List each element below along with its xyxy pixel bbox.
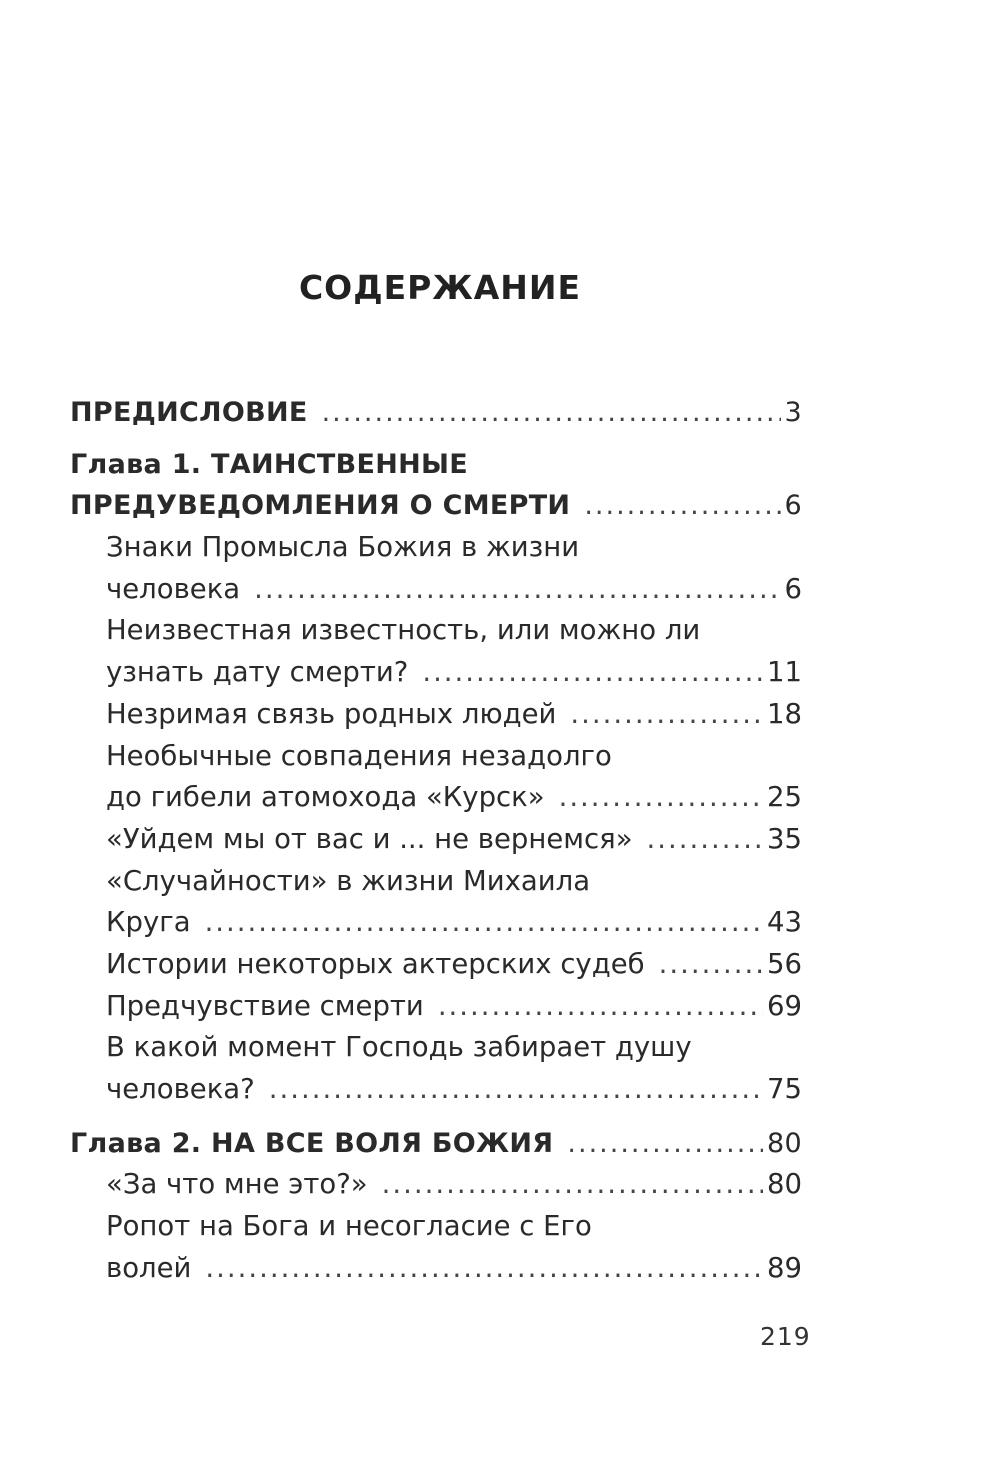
- toc-entry-page: 35: [767, 822, 802, 855]
- toc-entry-title: Знаки Промысла Божия в жизни: [106, 531, 580, 564]
- toc-entry-title: человека: [106, 572, 241, 605]
- toc-entry-title: Глава 2. НА ВСЕ ВОЛЯ БОЖИЯ: [70, 1127, 554, 1159]
- dot-leader: [559, 777, 763, 819]
- toc-subentry: [70, 944, 802, 986]
- toc-entry-page: 3: [784, 397, 802, 428]
- toc-entry-page: 75: [767, 1073, 802, 1105]
- toc-entry-page: 56: [767, 947, 802, 980]
- toc-entry-title: человека?: [106, 1073, 255, 1105]
- toc-entry-page: 11: [767, 656, 802, 689]
- toc-subentry: [70, 902, 802, 944]
- toc-entry-chapter-1: [70, 444, 802, 486]
- toc-entry-title: Истории некоторых актерских судеб: [106, 947, 645, 980]
- toc-subentry: [70, 777, 802, 819]
- toc-entry-title: Ропот на Бога и несогласие с Его: [106, 1210, 592, 1243]
- toc-subentry: [70, 736, 802, 778]
- toc-entry-chapter-2: [70, 1123, 802, 1165]
- page-title: СОДЕРЖАНИЕ: [298, 268, 582, 307]
- toc-entry-preface: [70, 392, 802, 434]
- toc-entry-title: узнать дату смерти?: [106, 656, 409, 689]
- toc-entry-title: волей: [106, 1251, 192, 1284]
- toc-entry-title: «За что мне это?»: [106, 1168, 368, 1201]
- toc-entry-title: Круга: [106, 906, 191, 939]
- dot-leader: [570, 694, 763, 736]
- toc-subentry: [70, 610, 802, 652]
- dot-leader: [205, 1248, 763, 1290]
- toc-entry-title: Предчувствие смерти: [106, 989, 424, 1022]
- toc-subentry: [70, 694, 802, 736]
- dot-leader: [205, 902, 763, 944]
- dot-leader: [438, 986, 763, 1028]
- toc-entry-page: 6: [784, 572, 802, 605]
- toc-entry-title: Неизвестная известность, или можно ли: [106, 614, 701, 647]
- toc-entry-page: 18: [767, 697, 802, 730]
- dot-leader: [584, 485, 780, 527]
- toc-entry-title: ПРЕДУВЕДОМЛЕНИЯ О СМЕРТИ: [70, 490, 571, 522]
- toc-entry-title: до гибели атомохода «Курск»: [106, 781, 545, 814]
- page-number: 219: [760, 1322, 811, 1351]
- table-of-contents: [70, 392, 802, 1289]
- toc-subentry: [70, 1248, 802, 1290]
- dot-leader: [254, 569, 780, 611]
- toc-entry-page: 6: [784, 490, 802, 522]
- toc-subentry: [70, 1027, 802, 1069]
- toc-entry-page: 80: [767, 1168, 802, 1201]
- toc-entry-page: 69: [767, 989, 802, 1022]
- dot-leader: [659, 944, 763, 986]
- toc-entry-title: «Случайности» в жизни Михаила: [106, 864, 591, 897]
- toc-subentry: [70, 527, 802, 569]
- toc-entry-title: Глава 1. ТАИНСТВЕННЫЕ: [70, 448, 469, 480]
- toc-subentry: [70, 819, 802, 861]
- toc-entry-page: 25: [767, 781, 802, 814]
- dot-leader: [647, 819, 763, 861]
- toc-subentry: [70, 1164, 802, 1206]
- toc-entry-title: Незримая связь родных людей: [106, 697, 557, 730]
- dot-leader: [567, 1123, 763, 1165]
- toc-subentry: [70, 1206, 802, 1248]
- dot-leader: [322, 392, 781, 434]
- toc-subentry: [70, 569, 802, 611]
- toc-entry-page: 89: [767, 1251, 802, 1284]
- toc-subentry: [70, 1069, 802, 1111]
- toc-entry-title: «Уйдем мы от вас и ... не вернемся»: [106, 822, 633, 855]
- dot-leader: [269, 1069, 763, 1111]
- toc-entry-title: Необычные совпадения незадолго: [106, 739, 612, 772]
- toc-entry-page: 43: [767, 906, 802, 939]
- toc-subentry: [70, 861, 802, 903]
- toc-entry-chapter-1-cont: [70, 485, 802, 527]
- toc-entry-page: 80: [767, 1127, 802, 1159]
- toc-entry-title: В какой момент Господь забирает душу: [106, 1031, 692, 1064]
- dot-leader: [422, 652, 763, 694]
- toc-subentry: [70, 652, 802, 694]
- dot-leader: [382, 1164, 763, 1206]
- toc-subentry: [70, 986, 802, 1028]
- toc-entry-title: ПРЕДИСЛОВИЕ: [70, 397, 308, 428]
